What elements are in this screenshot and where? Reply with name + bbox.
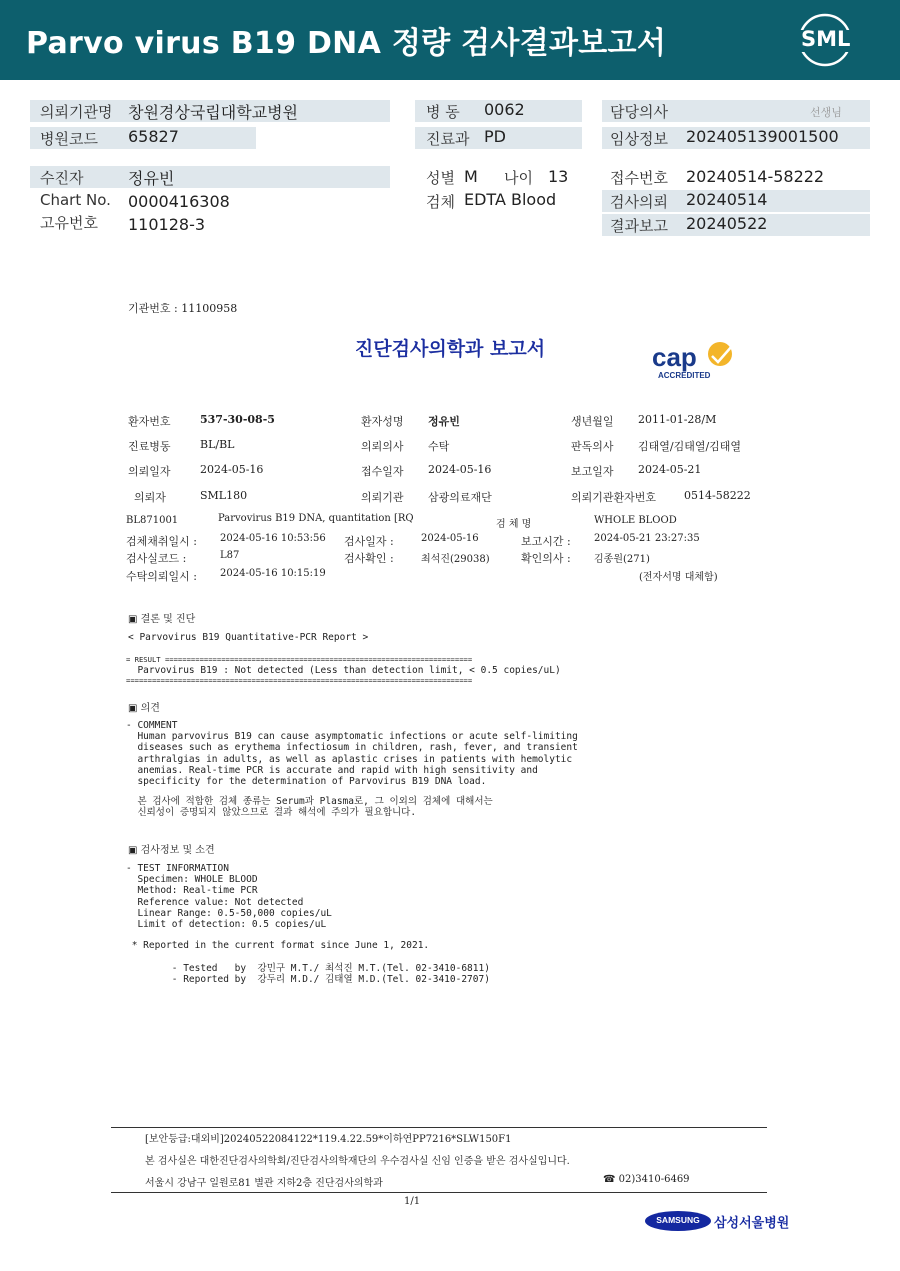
dept-label: 진료과 [426,130,470,148]
age-label: 나이 [504,169,533,187]
specimen-label: 검체 [426,193,455,211]
sml-logo [796,12,854,68]
footer-rule-top [111,1127,767,1128]
request-value: 20240514 [686,190,768,209]
lab-code-label: 검사실코드 : [126,552,187,565]
lab-code-value: L87 [220,550,240,561]
unique-value: 110128-3 [128,215,206,234]
tested-by: - Tested by 강민구 M.T./ 최석진 M.T.(Tel. 02-3410-6811) [126,963,490,974]
age-value: 13 [548,167,569,186]
patient-table-label: 의뢰일자 [128,465,171,478]
patient-table-label: 의뢰의사 [361,440,404,453]
test-info-line: Method: Real-time PCR [126,885,258,897]
confirm-value: 최석진(29038) [421,554,490,565]
patient-table-value: BL/BL [200,438,235,451]
dept-value: PD [484,127,506,146]
sex-value: M [464,167,478,186]
consign-value: 2024-05-16 10:15:19 [220,568,326,579]
patient-table-label: 판독의사 [571,440,614,453]
page-number: 1/1 [404,1196,421,1207]
doctor-label: 담당의사 [610,103,668,121]
hospital-code-label: 병원코드 [40,130,98,148]
chart-label: Chart No. [40,191,111,209]
footer-rule-bottom [111,1192,767,1193]
security-line: [보안등급:대외비]20240522084122*119.4.22.59*이하연PP7216*SLW150F1 [145,1134,512,1145]
ward-value: 0062 [484,100,525,119]
patient-table-label: 생년월일 [571,415,614,428]
comment-line: diseases such as erythema infectiosum in children, rash, fever, and transient [126,742,578,754]
result-line-bottom: ================================================================================ [126,676,473,685]
confirm-label: 검사확인 : [344,552,394,565]
patient-table-label: 환자성명 [361,415,404,428]
samsung-logo-text: SAMSUNG [656,1215,700,1225]
hospital-code-value: 65827 [128,127,179,146]
phone-line: ☎ 02)3410-6469 [603,1174,690,1185]
section-opinion: ▣ 의견 [128,703,160,714]
consign-label: 수탁의뢰일시 : [126,570,197,583]
sex-label: 성별 [426,169,455,187]
test-info-block [126,863,332,930]
comment-line: specificity for the determination of Parvovirus B19 DNA load. [126,776,487,788]
patient-table-value: 수탁 [428,440,450,453]
patient-table-label: 의뢰자 [134,491,166,504]
esign-note: (전자서명 대체함) [639,572,718,583]
collect-value: 2024-05-16 10:53:56 [220,533,326,544]
patient-table-label: 접수일자 [361,465,404,478]
report-time-value: 2024-05-21 23:27:35 [594,533,700,544]
cap-logo-text: cap [652,342,697,372]
korean-note-block [126,796,493,818]
comment-line: arthralgias in adults, as well as aplastic crises in patients with hemolytic [126,753,573,765]
comment-line: - COMMENT [126,720,178,731]
institution-label: 의뢰기관명 [40,103,113,121]
report-date-label: 결과보고 [610,217,668,235]
patient-table-value: 정유빈 [428,415,460,428]
patient-table-value: 2011-01-28/M [638,413,717,426]
certification-line: 본 검사실은 대한진단검사의학회/진단검사의학재단의 우수검사실 신임 인증을 받은 검사실입니다. [145,1156,570,1167]
result-line-top: = RESULT ======================================================================= [126,655,473,664]
test-code: BL871001 [126,515,179,526]
patient-table-value: 삼광의료재단 [428,491,492,504]
result-value: Parvovirus B19 : Not detected (Less than detection limit, < 0.5 copies/uL) [126,665,561,676]
chart-value: 0000416308 [128,192,230,211]
patient-table-value: 537-30-08-5 [200,413,275,426]
test-info-line: Limit of detection: 0.5 copies/uL [126,919,327,931]
cap-accredited-text: ACCREDITED [658,371,711,380]
section-conclusion: ▣ 결론 및 진단 [128,614,196,625]
patient-table-value: 2024-05-21 [638,463,702,476]
collect-label: 검체채취일시 : [126,535,197,548]
hospital-name: 삼성서울병원 [714,1216,790,1231]
patient-table-label: 진료병동 [128,440,171,453]
comment-line: Human parvovirus B19 can cause asymptomatic infections or acute self-limiting [126,731,578,743]
receipt-value: 20240514-58222 [686,167,825,186]
section-test-info: ▣ 검사정보 및 소견 [128,845,215,856]
verifier-value: 김종원(271) [594,554,650,565]
reported-by: - Reported by 강두리 M.D./ 김태열 M.D.(Tel. 02-3410-2707) [126,974,490,985]
patient-table-value: 2024-05-16 [428,463,492,476]
institution-number: 기관번호 : 11100958 [128,302,238,315]
patient-table-value: 2024-05-16 [200,463,264,476]
test-info-line: Reference value: Not detected [126,896,304,908]
test-info-line: Linear Range: 0.5-50,000 copies/uL [126,907,332,919]
unique-label: 고유번호 [40,214,98,232]
verifier-label: 확인의사 : [521,552,571,565]
address-line: 서울시 강남구 일원로81 별관 지하2층 진단검사의학과 [145,1178,383,1189]
patient-label: 수진자 [40,169,84,187]
sml-logo-text: SML [801,27,851,51]
patient-table-value: 김태열/김태열/김태열 [638,440,742,453]
report-date-value: 20240522 [686,214,768,233]
reported-note: * Reported in the current format since June 1, 2021. [126,940,430,951]
specimen-value: EDTA Blood [464,190,557,209]
samsung-logo [645,1210,711,1232]
patient-value: 정유빈 [128,169,175,188]
patient-bar [30,166,390,188]
report-title: 진단검사의학과 보고서 [354,338,546,360]
patient-table-value: SML180 [200,489,248,502]
test-info-line: - TEST INFORMATION [126,863,229,874]
korean-note-line: 본 검사에 적합한 검체 종류는 Serum과 Plasma로, 그 이외의 검체에 대해서는 [126,796,493,807]
test-date-label: 검사일자 : [344,535,394,548]
receipt-label: 접수번호 [610,169,668,187]
patient-table-label: 의뢰기관 [361,491,404,504]
sample-value: WHOLE BLOOD [594,515,677,526]
patient-table-label: 환자번호 [128,415,171,428]
report-time-label: 보고시간 : [521,535,571,548]
ward-label: 병 동 [426,103,460,121]
document-title: Parvo virus B19 DNA 정량 검사결과보고서 [26,26,667,61]
sample-label: 검 체 명 [496,519,532,530]
test-info-line: Specimen: WHOLE BLOOD [126,874,258,886]
doctor-note: 선생님 [810,106,842,119]
patient-table-label: 의뢰기관환자번호 [571,491,657,504]
comment-line: anemias. Real-time PCR is accurate and rapid with high sensitivity and [126,764,538,776]
clinical-value: 202405139001500 [686,127,839,146]
clinical-label: 임상정보 [610,130,668,148]
patient-table-value: 0514-58222 [684,489,751,502]
cap-accredited-logo [652,340,744,384]
pcr-report-title: < Parvovirus B19 Quantitative-PCR Report > [128,632,369,643]
korean-note-line: 신뢰성이 증명되지 않았으므로 결과 해석에 주의가 필요합니다. [126,807,417,819]
patient-table-label: 보고일자 [571,465,614,478]
test-date-value: 2024-05-16 [421,533,479,544]
test-name: Parvovirus B19 DNA, quantitation [RQ [218,513,414,524]
request-label: 검사의뢰 [610,193,668,211]
comment-block [126,720,578,787]
institution-value: 창원경상국립대학교병원 [128,103,299,122]
